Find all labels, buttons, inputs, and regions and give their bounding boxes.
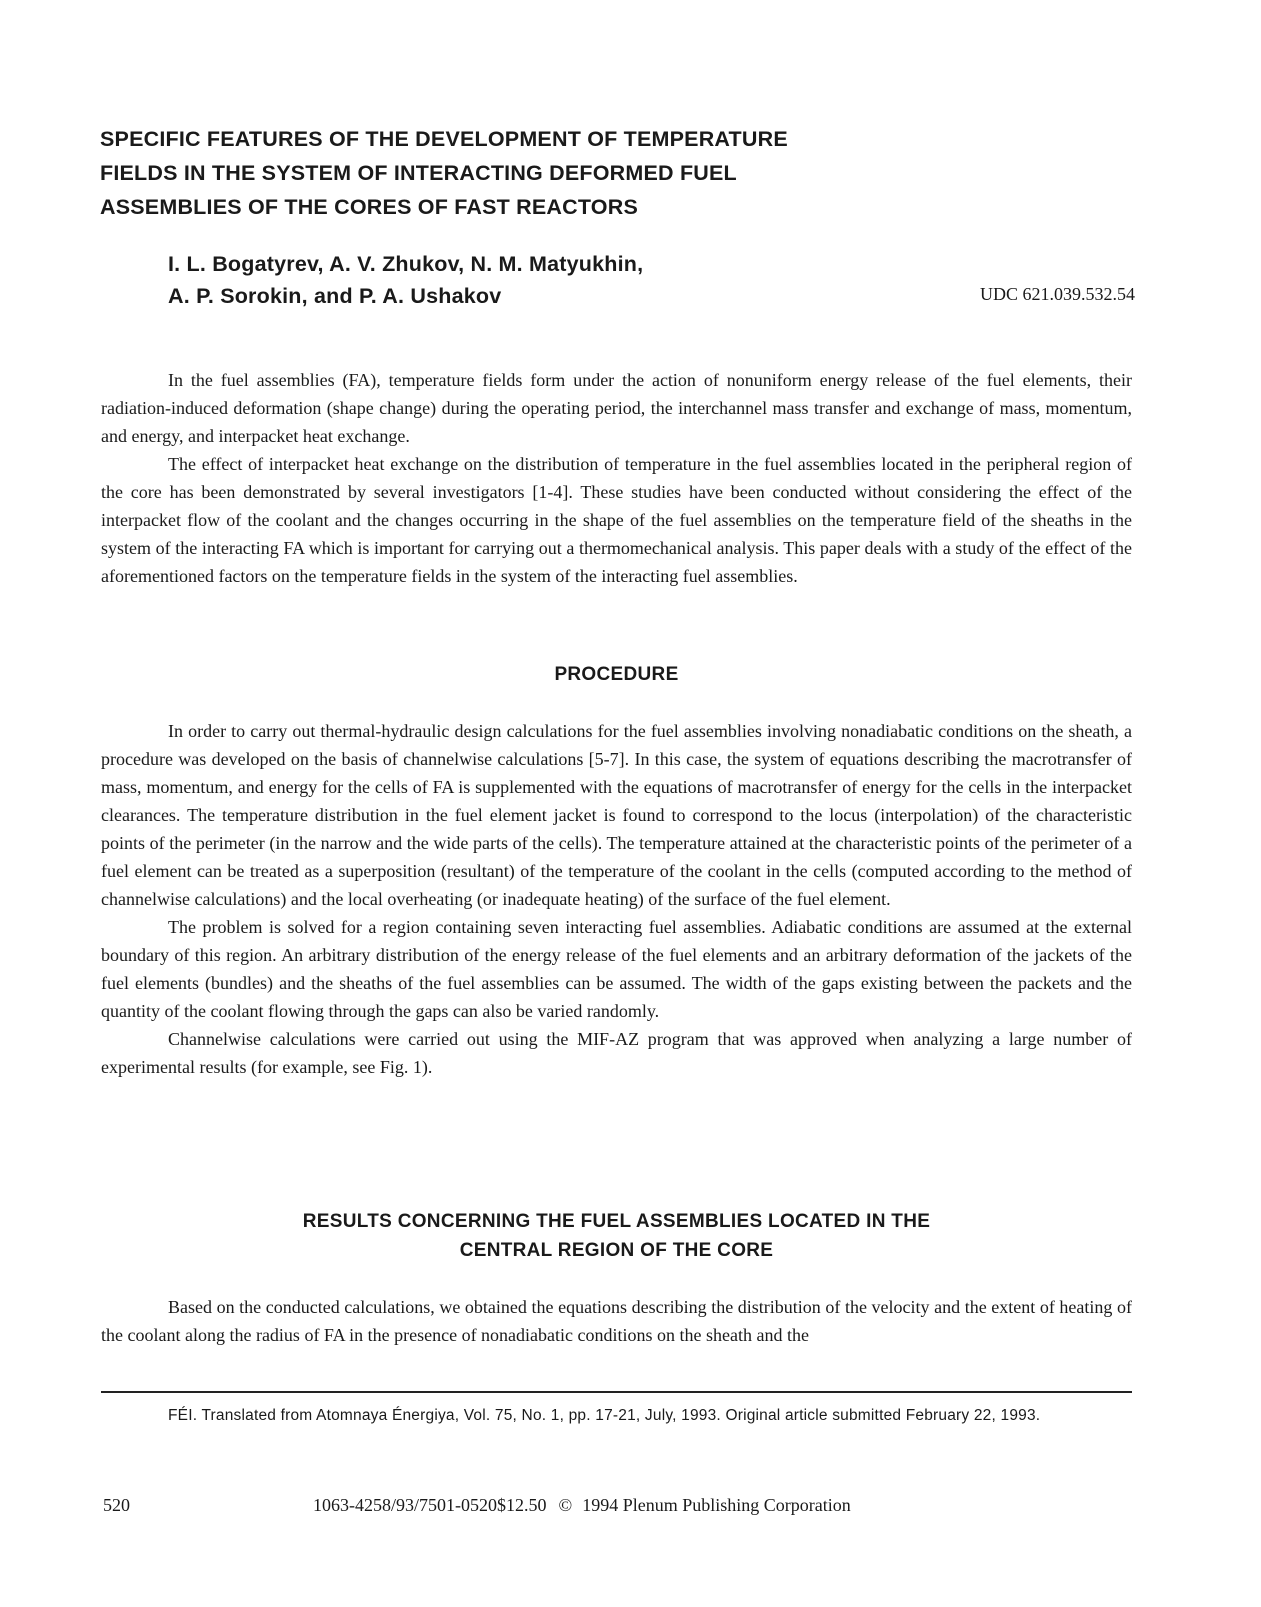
heading-line: RESULTS CONCERNING THE FUEL ASSEMBLIES LOCATED IN THE: [302, 1211, 931, 1232]
page-number: 520: [103, 1495, 130, 1515]
footnote: [101, 1404, 1132, 1428]
title-line: SPECIFIC FEATURES OF THE DEVELOPMENT OF TEMPERATURE: [100, 127, 788, 151]
paragraph: In the fuel assemblies (FA), temperature fields form under the action of nonuniform energy release of the fuel elements, their radiation-induced deformation (shape change) during the operating period, the interchannel mass transfer and exchange of mass, momentum, and energy, and interpacket heat exchange.: [101, 370, 1132, 446]
results-section: [101, 1293, 1132, 1349]
udc-code: UDC 621.039.532.54: [979, 284, 1135, 304]
procedure-section: [101, 717, 1132, 1081]
publication-line: [313, 1495, 851, 1516]
paragraph: Based on the conducted calculations, we obtained the equations describing the distribution of the velocity and the extent of heating of the coolant along the radius of FA in the presence of nonadiabatic conditions on the sheath and the: [101, 1297, 1132, 1345]
footnote-text: FÉI. Translated from Atomnaya Énergiya, Vol. 75, No. 1, pp. 17-21, July, 1993. Original article submitted February 22, 1993.: [168, 1407, 1041, 1424]
author-list: [168, 248, 868, 312]
copyright-icon: ©: [558, 1495, 573, 1515]
title-line: ASSEMBLIES OF THE CORES OF FAST REACTORS: [100, 195, 638, 219]
footnote-divider: [101, 1391, 1132, 1393]
paragraph: In order to carry out thermal-hydraulic design calculations for the fuel assemblies involving nonadiabatic conditions on the sheath, a procedure was developed on the basis of channelwise calculations [5-7]. In this case, the system of equations describing the macrotransfer of mass, momentum, and energy for the cells of FA is supplemented with the equations of macrotransfer of energy for the cells in the interpacket clearances. The temperature distribution in the fuel element jacket is found to correspond to the locus (interpolation) of the characteristic points of the perimeter (in the narrow and the wide parts of the cells). The temperature attained at the characteristic points of the perimeter of a fuel element can be treated as a superposition (resultant) of the temperature of the coolant in the cells (computed according to the method of channelwise calculations) and the local overheating (or inadequate heating) of the surface of the fuel element.: [101, 721, 1132, 909]
section-heading-results: [101, 1207, 1132, 1265]
heading-line: PROCEDURE: [554, 664, 679, 685]
issn-price: 1063-4258/93/7501-0520$12.50: [313, 1495, 547, 1515]
publisher: 1994 Plenum Publishing Corporation: [582, 1495, 851, 1515]
introduction-section: [101, 366, 1132, 590]
paragraph: The effect of interpacket heat exchange on the distribution of temperature in the fuel assemblies located in the peripheral region of the core has been demonstrated by several investigators [1-4]. These studies have been conducted without considering the effect of the interpacket flow of the coolant and the changes occurring in the shape of the fuel assemblies on the temperature field of the sheaths in the system of the interacting FA which is important for carrying out a thermomechanical analysis. This paper deals with a study of the effect of the aforementioned factors on the temperature fields in the system of the interacting fuel assemblies.: [101, 454, 1132, 586]
paragraph: Channelwise calculations were carried out using the MIF-AZ program that was approved when analyzing a large number of experimental results (for example, see Fig. 1).: [101, 1029, 1132, 1077]
heading-line: CENTRAL REGION OF THE CORE: [459, 1240, 774, 1261]
paper-title: [100, 122, 880, 224]
authors-line: I. L. Bogatyrev, A. V. Zhukov, N. M. Matyukhin,: [168, 252, 644, 276]
section-heading-procedure: [101, 660, 1132, 689]
authors-line: A. P. Sorokin, and P. A. Ushakov: [168, 284, 502, 308]
paragraph: The problem is solved for a region containing seven interacting fuel assemblies. Adiabatic conditions are assumed at the external boundary of this region. An arbitrary distribution of the energy release of the fuel elements and an arbitrary deformation of the jackets of the fuel elements (bundles) and the sheaths of the fuel assemblies can be assumed. The width of the gaps existing between the packets and the quantity of the coolant flowing through the gaps can also be varied randomly.: [101, 917, 1132, 1021]
title-line: FIELDS IN THE SYSTEM OF INTERACTING DEFORMED FUEL: [100, 161, 737, 185]
